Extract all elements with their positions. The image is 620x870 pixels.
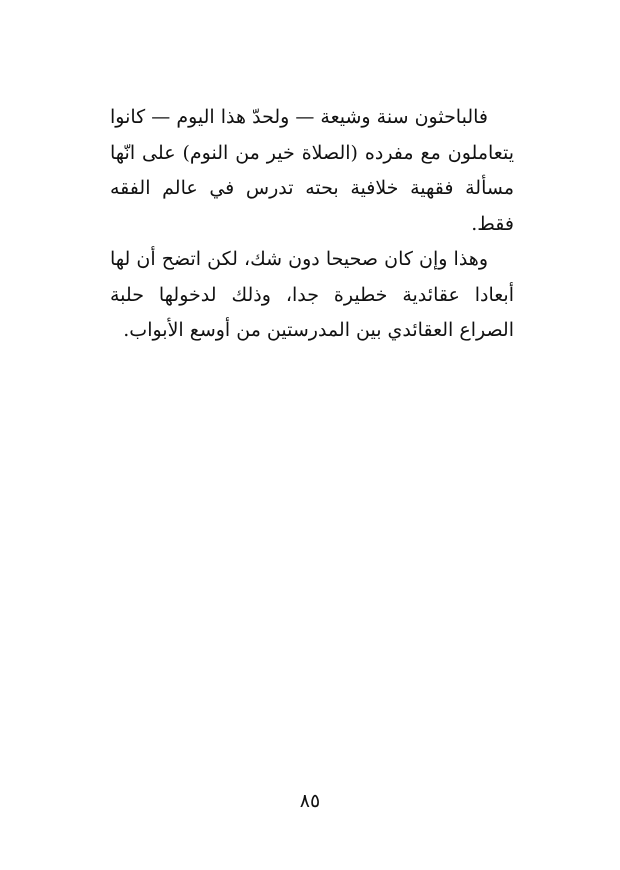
- paragraph-2: وهذا وإن كان صحيحا دون شك، لكن اتضح أن لها أبعادا عقائدية خطيرة جدا، وذلك لدخولها حلبة الصراع العقائدي بين المدرستين من أوسع الأبواب.: [110, 248, 514, 341]
- paragraph-1: فالباحثون سنة وشيعة — ولحدّ هذا اليوم — كانوا يتعاملون مع مفرده (الصلاة خير من النوم) على انّها مسألة فقهية خلافية بحته تدرس في عالم الفقه فقط.: [110, 106, 514, 235]
- page-number: ٨٥: [299, 790, 321, 812]
- body-text: [110, 100, 514, 349]
